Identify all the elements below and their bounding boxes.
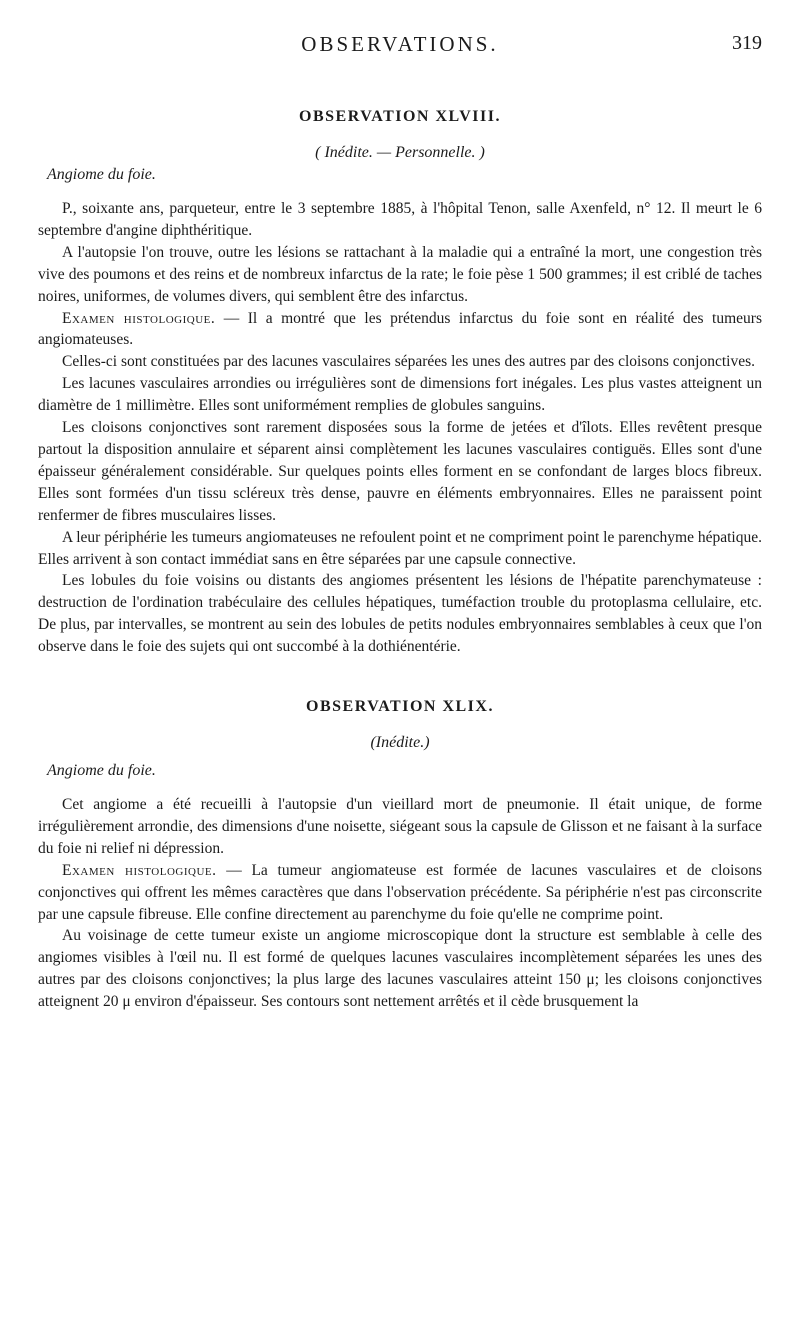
page-number: 319 [732, 32, 762, 54]
running-title: OBSERVATIONS. [301, 32, 499, 56]
observation-body [38, 198, 762, 658]
observation-subject: Angiome du foie. [47, 166, 156, 183]
paragraph [38, 794, 762, 860]
paragraph-text: Les lobules du foie voisins ou distants des angiomes présentent les lésions de l'hépatite parenchymateuse : destruction de l'ordination trabéculaire des cellules hépatiques, tuméfaction trouble du protoplasma cellulaire, etc. De plus, par intervalles, se montrent au sein des lobules de petits nodules embryonnaires semblables à ceux que l'on observe dans le foie des sujets qui ont succombé à la dothiénentérie. [38, 572, 762, 656]
paragraph-text: Les lacunes vasculaires arrondies ou irrégulières sont de dimensions fort inégales. Les plus vastes atteignent un diamètre de 1 millimètre. Elles sont uniformément remplies de globules sanguins. [38, 375, 762, 415]
observation-title: OBSERVATION XLVIII. [299, 108, 501, 125]
observation-title: OBSERVATION XLIX. [306, 698, 494, 716]
paragraph [38, 527, 762, 571]
paragraph [38, 570, 762, 658]
paragraph [38, 860, 762, 926]
paragraph [38, 198, 762, 242]
paragraph [38, 242, 762, 308]
paragraph-text: Au voisinage de cette tumeur existe un angiome microscopique dont la structure est semblable à celle des angiomes visibles à l'œil nu. Il est formé de quelques lacunes vasculaires incomplètement séparées les unes des autres par des cloisons conjonctives; la plus large des lacunes vasculaires atteint 150 μ; les cloisons conjonctives atteignent 20 μ environ d'épaisseur. Ses contours sont nettement arrêtés et il cède brusquement la [38, 927, 762, 1011]
paragraph-text: — La tumeur angiomateuse est formée de lacunes vasculaires et de cloisons conjonctives qui offrent les mêmes caractères que dans l'observation précédente. Sa périphérie n'est pas circonscrite par une capsule fibreuse. Elle confine directement au parenchyme du foie qu'elle ne comprime point. [38, 861, 762, 923]
observation-48 [38, 108, 762, 658]
paragraph [38, 925, 762, 1013]
paragraph-text: A l'autopsie l'on trouve, outre les lésions se rattachant à la maladie qui a entraîné la mort, une congestion très vive des poumons et des reins et de nombreux infarctus de la rate; le foie pèse 1 500 grammes; il est criblé de taches noires, uniformes, de volumes divers, qui semblent être des infarctus. [38, 243, 762, 305]
paragraph-text: Les cloisons conjonctives sont rarement disposées sous la forme de jetées et d'îlots. Elles revêtent presque partout la disposition annulaire et séparent ainsi complètement les lacunes vasculaires contiguës. Elles sont d'une épaisseur généralement considérable. Sur quelques points elles forment en se confondant de larges blocs fibreux. Elles sont formées d'un tissu scléreux très dense, pauvre en éléments embryonnaires. Elles ne paraissent point renfermer de fibres musculaires lisses. [38, 419, 762, 524]
running-header [38, 32, 762, 66]
paragraph [38, 417, 762, 527]
observation-body [38, 794, 762, 1013]
observation-provenance: (Inédite.) [370, 734, 430, 752]
paragraph [38, 308, 762, 352]
section-lead: Examen histologique. [62, 861, 217, 879]
observation-49 [38, 698, 762, 1013]
paragraph-text: A leur périphérie les tumeurs angiomateuses ne refoulent point et ne compriment point le parenchyme hépatique. Elles arrivent à son contact immédiat sans en être séparées par une capsule connective. [38, 528, 762, 568]
paragraph-text: P., soixante ans, parqueteur, entre le 3 septembre 1885, à l'hôpital Tenon, salle Axenfeld, n° 12. Il meurt le 6 septembre d'angine diphthéritique. [38, 200, 762, 239]
paragraph-text: Celles-ci sont constituées par des lacunes vasculaires séparées les unes des autres par des cloisons conjonctives. [62, 353, 755, 371]
paragraph-text: Cet angiome a été recueilli à l'autopsie d'un vieillard mort de pneumonie. Il était unique, de forme irrégulièrement arrondie, des dimensions d'une noisette, siégeant sous la capsule de Glisson et ne faisant à la surface du foie ni relief ni dépression. [38, 796, 762, 857]
section-lead: Examen histologique. [62, 309, 216, 327]
paragraph-text: — Il a montré que les prétendus infarctus du foie sont en réalité des tumeurs angiomateuses. [38, 309, 762, 349]
book-page [38, 0, 762, 1013]
paragraph [38, 373, 762, 417]
observation-provenance: ( Inédite. — Personnelle. ) [315, 144, 485, 161]
paragraph [38, 351, 762, 373]
observation-subject: Angiome du foie. [47, 762, 156, 780]
